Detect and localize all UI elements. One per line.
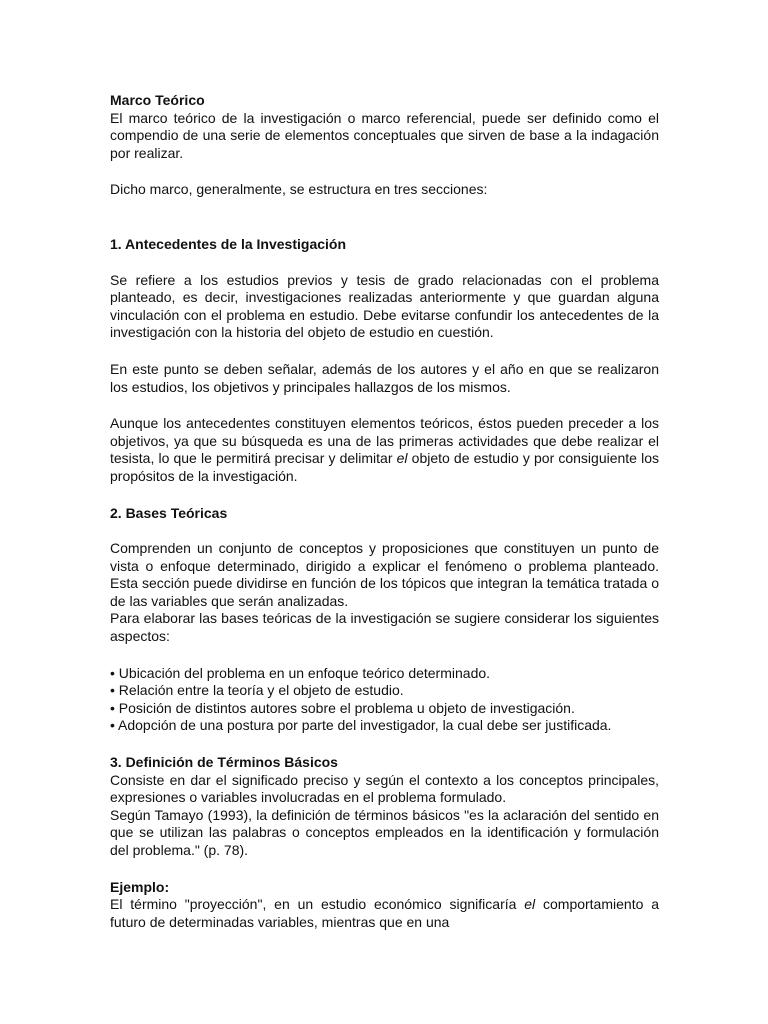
antecedentes-paragraph-1: Se refiere a los estudios previos y tesis de grado relacionadas con el problema planteado, es decir, investigaciones realizadas anteriormente y que guardan alguna vinculación con el problema en estudio. Debe evitarse confundir los antecedentes de la investigación con la historia del objeto de estudio en cuestión. [110,271,659,341]
ejemplo-paragraph-text-b: comportamiento a futuro de determinadas variables, mientras que en una [110,896,659,930]
antecedentes-paragraph-3-text-b: objeto de estudio y por consiguiente los propósitos de la investigación. [110,450,659,484]
list-item: • Adopción de una postura por parte del investigador, la cual debe ser justificada. [110,717,612,734]
antecedentes-title: 1. Antecedentes de la Investigación [110,235,347,252]
list-item: • Relación entre la teoría y el objeto de estudio. [110,682,404,699]
bases-teoricas-title: 2. Bases Teóricas [110,504,228,521]
ejemplo-paragraph-emphasis: el [524,896,536,913]
bases-teoricas-list [110,665,659,735]
definicion-terminos-paragraph-1: Consiste en dar el significado preciso y según el contexto a los conceptos principales, expresiones o variables involucradas en el problema formulado. [110,771,659,806]
ejemplo-paragraph [110,896,659,931]
antecedentes-paragraph-3-text-a: Aunque los antecedentes constituyen elementos teóricos, éstos pueden preceder a los objetivos, ya que su búsqueda es una de las primeras actividades que debe realizar el tesista, lo que le permitirá precisar y delimitar [110,415,659,467]
antecedentes-paragraph-2: En este punto se deben señalar, además de los autores y el año en que se realizaron los estudios, los objetivos y principales hallazgos de los mismos. [110,360,659,395]
marco-teorico-paragraph-1: El marco teórico de la investigación o marco referencial, puede ser definido como el compendio de una serie de elementos conceptuales que sirven de base a la indagación por realizar. [110,109,659,161]
antecedentes-paragraph-3 [110,415,659,485]
bases-teoricas-paragraph-2: Para elaborar las bases teóricas de la investigación se sugiere considerar los siguientes aspectos: [110,610,659,645]
list-item: • Ubicación del problema en un enfoque teórico determinado. [110,664,491,681]
marco-teorico-paragraph-2: Dicho marco, generalmente, se estructura en tres secciones: [110,181,488,198]
antecedentes-paragraph-3-emphasis: el [396,450,408,467]
definicion-terminos-paragraph-2: Según Tamayo (1993), la definición de términos básicos "es la aclaración del sentido en que se utilizan las palabras o conceptos empleados en la identificación y formulación del problema." (p. 78). [110,806,659,858]
bases-teoricas-paragraph-1: Comprenden un conjunto de conceptos y proposiciones que constituyen un punto de vista o enfoque determinado, dirigido a explicar el fenómeno o problema planteado. Esta sección puede dividirse en función de los tópicos que integran la temática tratada o de las variables que serán analizadas. [110,540,659,609]
marco-teorico-title: Marco Teórico [110,92,205,108]
document-page [110,92,659,931]
list-item: • Posición de distintos autores sobre el problema u objeto de investigación. [110,699,575,716]
definicion-terminos-title: 3. Definición de Términos Básicos [110,754,338,771]
ejemplo-paragraph-text-a: El término "proyección", en un estudio económico significaría [110,896,525,913]
ejemplo-title: Ejemplo: [110,878,170,895]
